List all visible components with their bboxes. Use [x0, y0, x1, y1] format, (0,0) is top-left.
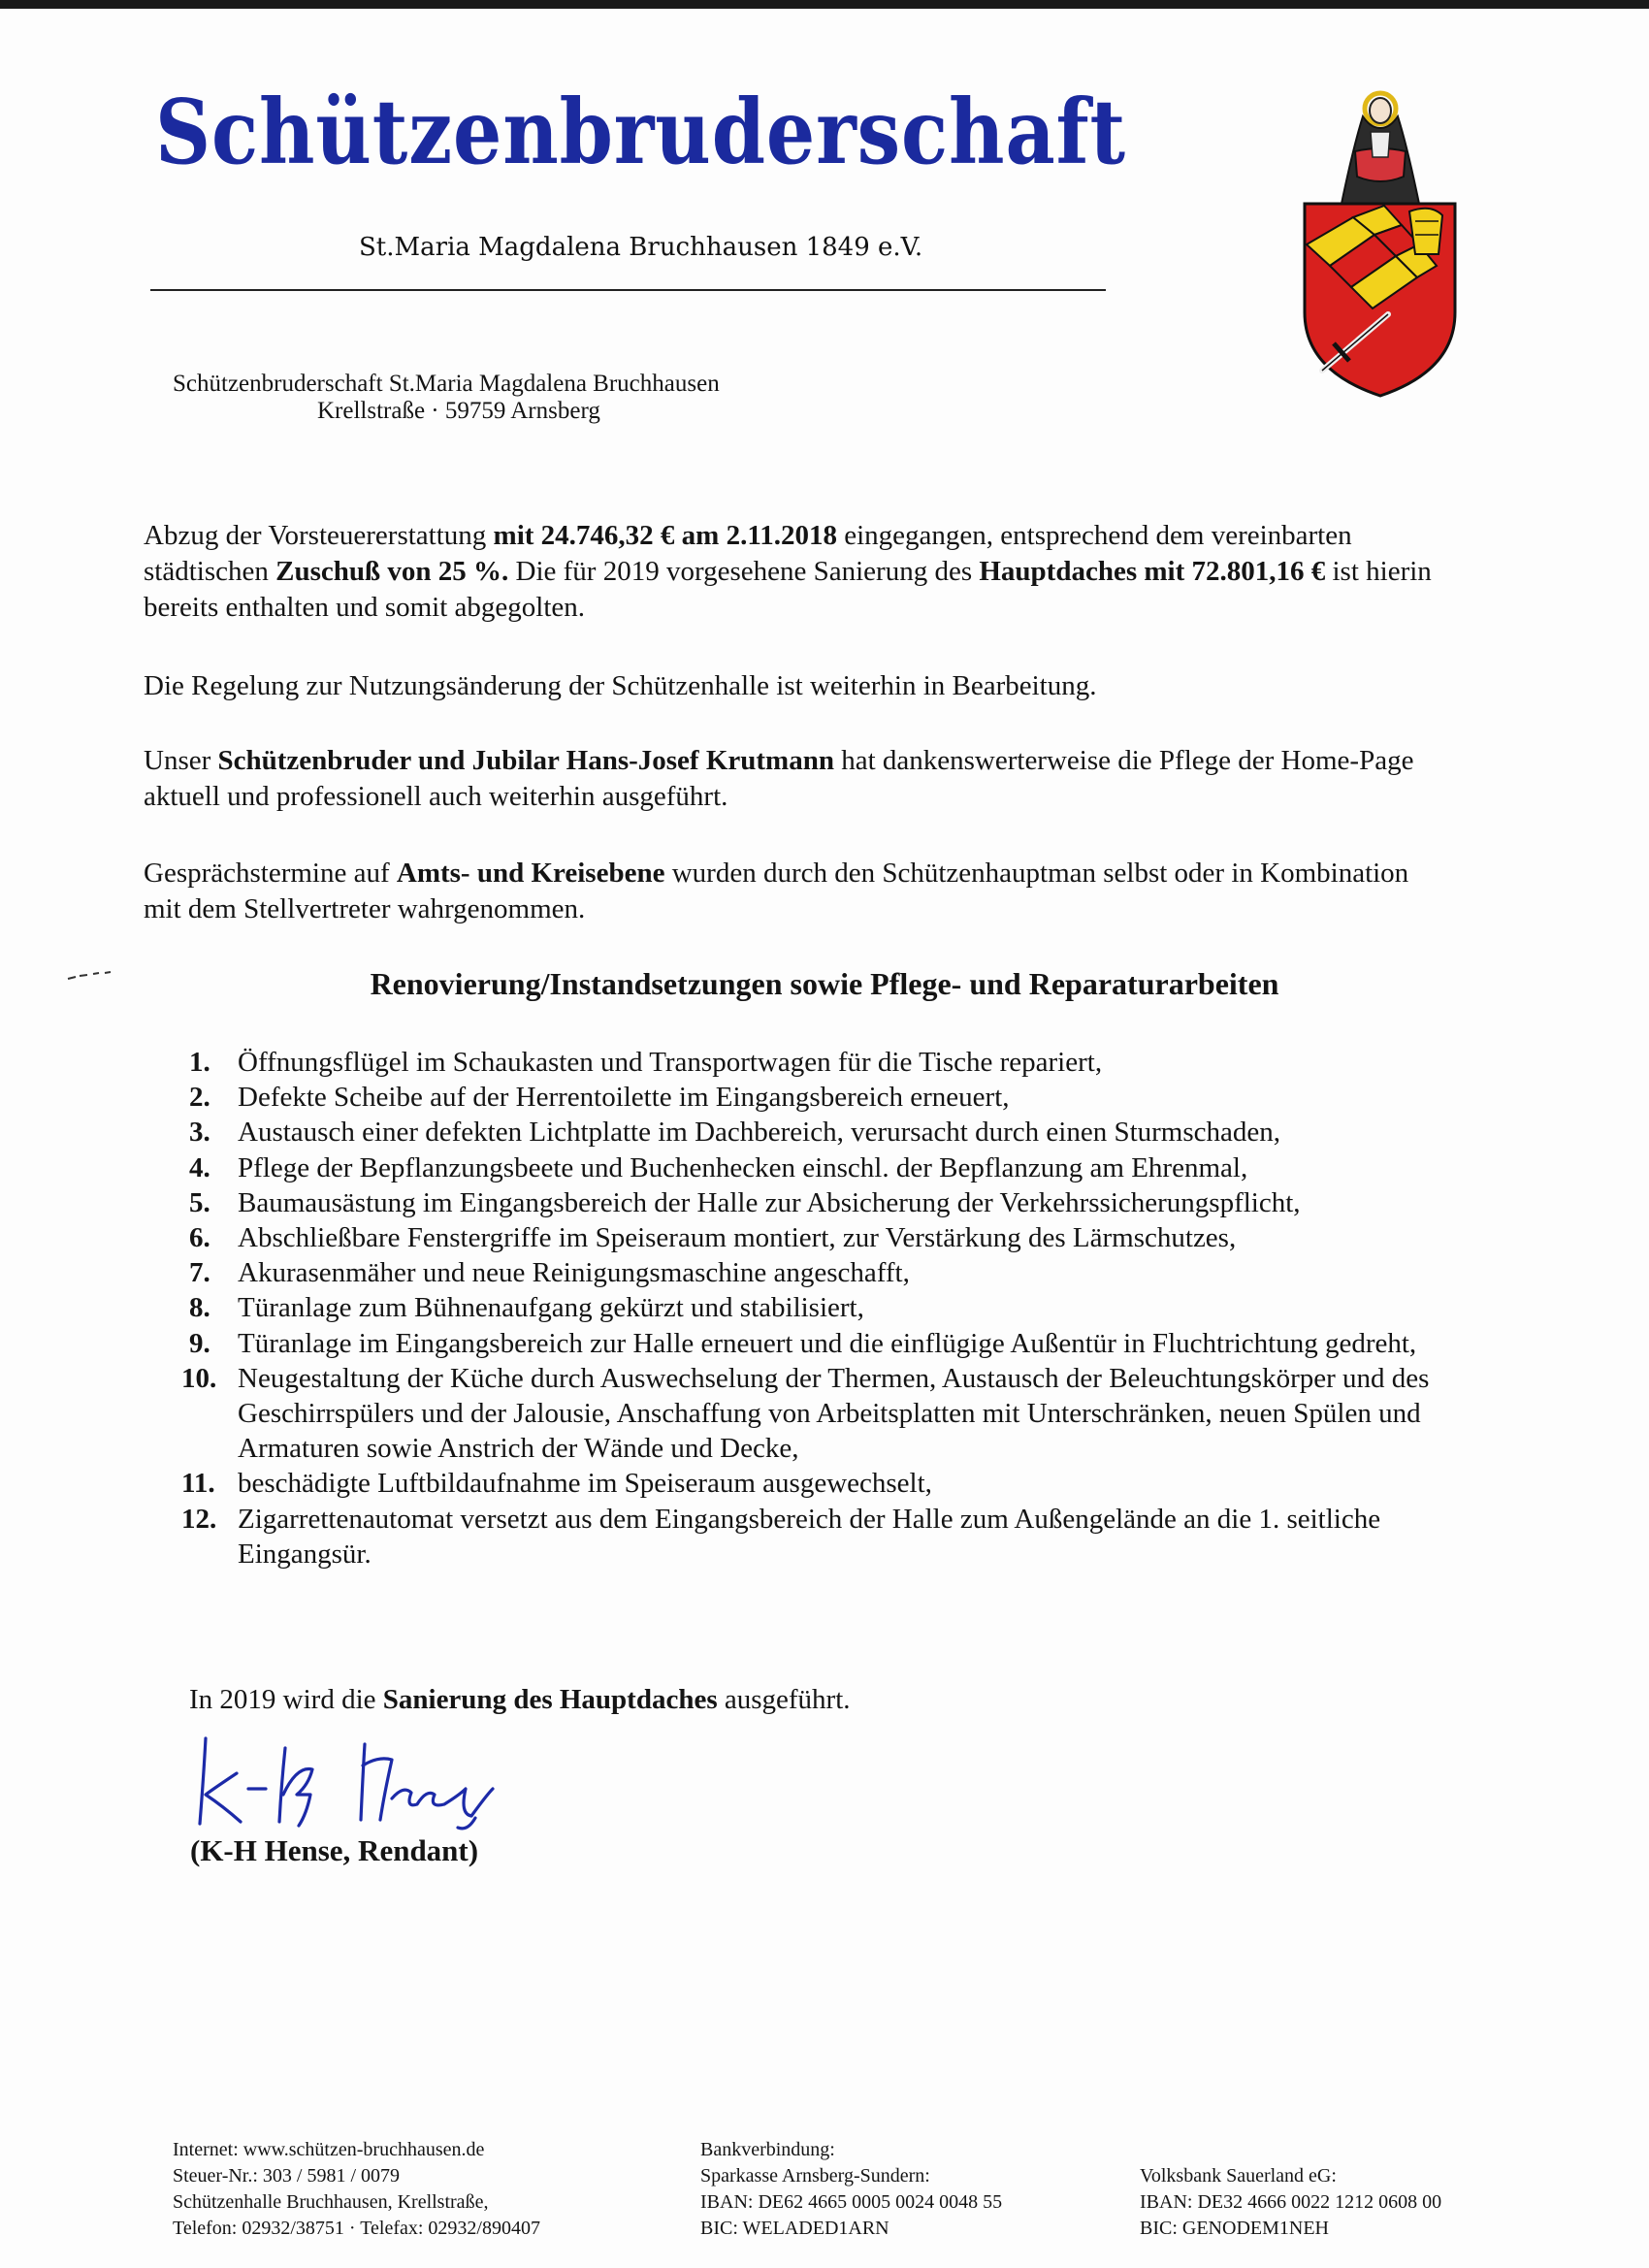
list-item: 8. Türanlage zum Bühnenaufgang gekürzt und stabilisiert,	[189, 1292, 864, 1324]
list-item: 9. Türanlage im Eingangsbereich zur Halle erneuert und die einflügige Außentür in Fluchtrichtung gedreht,	[189, 1327, 1417, 1359]
list-item: 12. Zigarrettenautomat versetzt aus dem Eingangsbereich der Halle zum Außengelände an die 1. seitliche Eingangsür.	[181, 1503, 1381, 1570]
paragraph-meetings: Gesprächstermine auf Amts- und Kreisebene wurden durch den Schützenhauptman selbst oder in Kombination mit dem Stellvertreter wahrgenommen.	[144, 858, 1409, 924]
footer-bank-volksbank: Volksbank Sauerland eG: IBAN: DE32 4666 0022 1212 0608 00 BIC: GENODEM1NEH	[1140, 2165, 1442, 2239]
footer-bank-sparkasse: Bankverbindung: Sparkasse Arnsberg-Sundern: IBAN: DE62 4665 0005 0024 0048 55 BIC: WELADED1ARN	[700, 2139, 1003, 2239]
section-heading: Renovierung/Instandsetzungen sowie Pflege- und Reparaturarbeiten	[370, 966, 1279, 1001]
paragraph-usage-change: Die Regelung zur Nutzungsänderung der Schützenhalle ist weiterhin in Bearbeitung.	[144, 670, 1097, 701]
letterhead-subtitle: St.Maria Magdalena Bruchhausen 1849 e.V.	[359, 233, 923, 262]
list-item: 7. Akurasenmäher und neue Reinigungsmaschine angeschafft,	[189, 1257, 910, 1289]
list-item: 6. Abschließbare Fenstergriffe im Speiseraum montiert, zur Verstärkung des Lärmschutzes,	[189, 1222, 1237, 1254]
letterhead-title: Schützenbruderschaft	[155, 80, 1126, 184]
list-item: 3. Austausch einer defekten Lichtplatte im Dachbereich, verursacht durch einen Sturmschaden,	[189, 1117, 1280, 1149]
repairs-list	[181, 1045, 1479, 1571]
list-item: 5. Baumausästung im Eingangsbereich der Halle zur Absicherung der Verkehrssicherungspflicht,	[189, 1186, 1301, 1218]
list-item: 2. Defekte Scheibe auf der Herrentoilette im Eingangsbereich erneuert,	[189, 1082, 1010, 1114]
closing-sentence: In 2019 wird die Sanierung des Hauptdaches ausgeführt.	[189, 1684, 851, 1715]
scan-top-border	[0, 0, 1649, 9]
list-item: 1. Öffnungsflügel im Schaukasten und Transportwagen für die Tische repariert,	[189, 1047, 1103, 1078]
sender-address-line1: Schützenbruderschaft St.Maria Magdalena Bruchhausen	[173, 371, 720, 397]
list-item: 10. Neugestaltung der Küche durch Auswechselung der Thermen, Austausch der Beleuchtungskörper und des Geschirrspülers und der Jalousie, Anschaffung von Arbeitsplatten mit Unterschränken, neuen Spülen und Armaturen sowie Anstrich der Wände und Decke,	[181, 1362, 1430, 1465]
letterhead-rule	[150, 289, 1106, 291]
list-item: 11. beschädigte Luftbildaufnahme im Speiseraum ausgewechselt,	[181, 1468, 932, 1500]
paragraph-tax-refund: Abzug der Vorsteuererstattung mit 24.746,32 € am 2.11.2018 eingegangen, entsprechend dem vereinbarten städtischen Zuschuß von 25 %. Die für 2019 vorgesehene Sanierung des Hauptdaches mit 72.801,16 € ist hierin bereits enthalten und somit abgegolten.	[144, 520, 1432, 623]
signer-name: (K-H Hense, Rendant)	[190, 1833, 479, 1867]
paragraph-homepage: Unser Schützenbruder und Jubilar Hans-Josef Krutmann hat dankenswerterweise die Pflege der Home-Page aktuell und professionell auch weiterhin ausgeführt.	[144, 745, 1414, 812]
coat-of-arms-icon	[1295, 89, 1465, 400]
footer-contact: Internet: www.schützen-bruchhausen.de Steuer-Nr.: 303 / 5981 / 0079 Schützenhalle Bruchhausen, Krellstraße, Telefon: 02932/38751 · Telefax: 02932/890407	[173, 2139, 540, 2239]
signature-image	[184, 1727, 514, 1833]
sender-address-line2: Krellstraße · 59759 Arnsberg	[317, 398, 600, 424]
list-item: 4. Pflege der Bepflanzungsbeete und Buchenhecken einschl. der Bepflanzung am Ehrenmal,	[189, 1151, 1248, 1183]
